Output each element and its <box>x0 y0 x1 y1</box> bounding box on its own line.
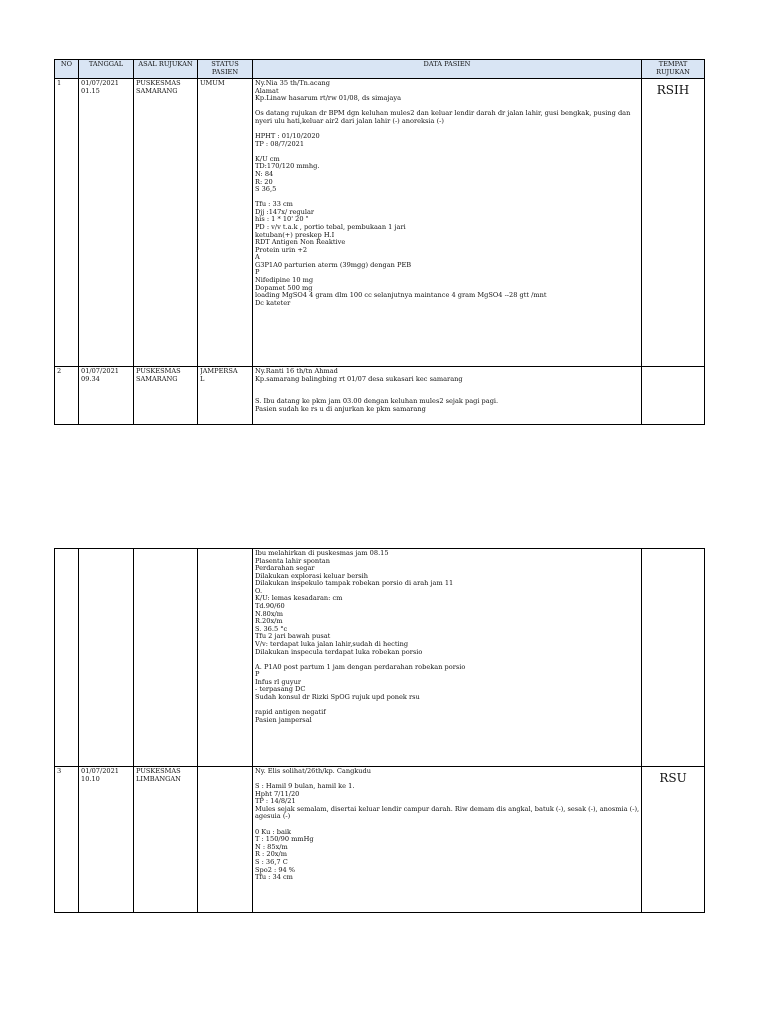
tempat-rujukan-label: RSIH <box>656 83 690 97</box>
cell-asal-rujukan-line: PUSKESMAS <box>136 768 181 775</box>
cell-data-pasien-line: ketuban(+) preskep H.I <box>255 231 335 239</box>
cell-data-pasien-line: N : 85x/m <box>255 843 288 851</box>
cell-data-pasien-line <box>255 383 639 391</box>
cell-data-pasien-line: G3P1A0 parturien aterm (39mgg) dengan PEB <box>255 261 412 269</box>
header-no: NO <box>55 60 79 79</box>
header-tempat-rujukan: TEMPAT RUJUKAN <box>642 60 705 79</box>
cell-data-pasien-line: N: 84 <box>255 170 274 178</box>
cell-data-pasien-line: Infus rl guyur <box>255 678 301 686</box>
cell-data-pasien-line: P <box>255 269 260 277</box>
cell-data-pasien-line: Td.90/60 <box>255 603 285 611</box>
cell-data-pasien-line: S : Hamil 9 bulan, hamil ke 1. <box>255 783 355 791</box>
cell-data-pasien-line: K/U: lemas kesadaran: cm <box>255 595 343 603</box>
cell-data-pasien-line: 0 Ku : baik <box>255 828 291 836</box>
table-row <box>55 549 705 767</box>
cell-data-pasien <box>253 767 642 913</box>
cell-data-pasien-line <box>255 391 639 399</box>
cell-tanggal-line: 01/07/2021 <box>81 768 120 775</box>
cell-tempat-rujukan <box>642 549 705 767</box>
table-row <box>55 79 705 367</box>
cell-asal-rujukan-line: PUSKESMAS <box>136 368 181 375</box>
table-row <box>55 367 705 425</box>
cell-tempat-rujukan <box>642 367 705 425</box>
cell-data-pasien-line: Dopamet 500 mg <box>255 284 313 292</box>
cell-data-pasien-line: Pasien sudah ke rs u di anjurkan ke pkm samarang <box>255 405 426 413</box>
cell-data-pasien-line: Ibu melahirkan di puskesmas jam 08.15 <box>255 550 389 557</box>
cell-data-pasien-line: Plasenta lahir spontan <box>255 557 330 565</box>
cell-tempat-rujukan <box>642 767 705 913</box>
cell-data-pasien <box>253 549 642 767</box>
cell-data-pasien-line: loading MgSO4 4 gram dlm 100 cc selanjutnya maintance 4 gram MgSO4 --28 gtt /mnt <box>255 292 547 300</box>
cell-data-pasien-line <box>255 776 639 784</box>
cell-status-pasien <box>198 767 253 913</box>
cell-tanggal-line: 01/07/2021 <box>81 368 120 375</box>
cell-data-pasien-line: Nifedipine 10 mg <box>255 277 314 285</box>
cell-data-pasien-line: S. 36.5 °c <box>255 625 288 633</box>
cell-data-pasien-line: Dilakukan explorasi keluar bersih <box>255 572 368 580</box>
cell-status-pasien <box>198 549 253 767</box>
header-data-pasien: DATA PASIEN <box>253 60 642 79</box>
cell-tanggal <box>79 367 134 425</box>
cell-asal-rujukan-line: PUSKESMAS <box>136 80 181 87</box>
cell-data-pasien-line: Tfu : 33 cm <box>255 201 293 209</box>
cell-asal-rujukan <box>134 367 198 425</box>
cell-data-pasien-line: S : 36,7 C <box>255 858 288 866</box>
cell-data-pasien-line: K/U cm <box>255 155 280 163</box>
cell-data-pasien-line: Tfu 2 jari bawah pusat <box>255 633 331 641</box>
cell-asal-rujukan <box>134 767 198 913</box>
cell-asal-rujukan-line: SAMARANG <box>136 87 178 95</box>
cell-tanggal <box>79 549 134 767</box>
tempat-rujukan-label <box>644 368 702 372</box>
cell-data-pasien-line: Mules sejak semalam, disertai keluar lendir campur darah. Riw demam dis angkal, batuk (-), sesak (-), anosmia (-), <box>255 805 639 813</box>
cell-data-pasien-line: Hpht 7/11/20 <box>255 790 300 798</box>
cell-data-pasien-line: Kp.samarang balingbing rt 01/07 desa sukasari kec samarang <box>255 375 463 383</box>
cell-data-pasien-line: Pasien jampersal <box>255 716 312 724</box>
cell-asal-rujukan <box>134 549 198 767</box>
cell-data-pasien-line: R: 20 <box>255 178 273 186</box>
cell-tanggal-line: 01.15 <box>81 87 100 95</box>
cell-data-pasien-line: TP : 14/8/21 <box>255 798 296 806</box>
header-tanggal: TANGGAL <box>79 60 134 79</box>
cell-data-pasien-line: S 36,5 <box>255 186 277 194</box>
cell-tanggal <box>79 79 134 367</box>
header-asal-rujukan: ASAL RUJUKAN <box>134 60 198 79</box>
cell-data-pasien-line <box>255 125 639 133</box>
cell-data-pasien <box>253 367 642 425</box>
cell-data-pasien <box>253 79 642 367</box>
cell-data-pasien-line: Alamat <box>255 87 279 95</box>
cell-status-pasien <box>198 367 253 425</box>
table-header-row <box>55 60 705 79</box>
cell-data-pasien-line: A. P1A0 post partum 1 jam dengan perdarahan robekan porsio <box>255 663 466 671</box>
cell-tanggal <box>79 767 134 913</box>
cell-no: 3 <box>55 767 79 913</box>
cell-no <box>55 549 79 767</box>
cell-tanggal-line: 10.10 <box>81 775 100 783</box>
cell-data-pasien-line: PD : v/v t.a.k , portio tebal, pembukaan 1 jari <box>255 223 406 231</box>
cell-data-pasien-line: Tfu : 34 cm <box>255 874 293 882</box>
cell-tanggal-line: 09.34 <box>81 375 100 383</box>
table-row <box>55 767 705 913</box>
cell-data-pasien-line: Kp.Linaw hasarum rt/rw 01/08, ds simajaya <box>255 95 402 103</box>
tempat-rujukan-label <box>644 550 702 554</box>
header-status-pasien: STATUS PASIEN <box>198 60 253 79</box>
cell-status-pasien-line: UMUM <box>200 80 225 87</box>
cell-data-pasien-line <box>255 148 639 156</box>
cell-data-pasien-line: Dc kateter <box>255 299 291 307</box>
cell-data-pasien-line: Djj :147x/ regular <box>255 208 315 216</box>
cell-data-pasien-line: V/v: terdapat luka jalan lahir,sudah di hecting <box>255 640 409 648</box>
cell-data-pasien-line: rapid antigen negatif <box>255 709 326 717</box>
cell-data-pasien-line: R : 20x/m <box>255 851 287 859</box>
cell-status-pasien <box>198 79 253 367</box>
cell-data-pasien-line: Sudah konsul dr Rizki SpOG rujuk upd ponek rsu <box>255 693 420 701</box>
cell-data-pasien-line: P <box>255 671 260 679</box>
cell-data-pasien-line: Os datang rujukan dr BPM dgn keluhan mules2 dan keluar lendir darah dr jalan lahir, gusi bengkak, pusing dan <box>255 110 631 118</box>
referral-table-top <box>54 59 705 425</box>
cell-data-pasien-line: Dilakukan inspecula terdapat luka robekan porsio <box>255 648 423 656</box>
cell-data-pasien-line: agesuia (-) <box>255 813 291 821</box>
cell-data-pasien-line: Dilakukan inspekulo tampak robekan porsio di arah jam 11 <box>255 580 454 588</box>
cell-data-pasien-line: TD:170/120 mmhg. <box>255 163 320 171</box>
cell-data-pasien-line: his : 1 * 10' 20 " <box>255 216 309 224</box>
cell-data-pasien-line: Ny. Elis solihat/26th/kp. Cangkudu <box>255 768 372 775</box>
cell-data-pasien-line <box>255 821 639 829</box>
cell-data-pasien-line: nyeri ulu hati,keluar air2 dari jalan lahir (-) anoreksia (-) <box>255 117 444 125</box>
cell-data-pasien-line: TP : 08/7/2021 <box>255 140 305 148</box>
cell-tanggal-line: 01/07/2021 <box>81 80 120 87</box>
cell-status-pasien-line: L <box>200 375 205 383</box>
cell-data-pasien-line: O. <box>255 587 263 595</box>
cell-asal-rujukan-line: SAMARANG <box>136 375 178 383</box>
cell-data-pasien-line: - terpasang DC <box>255 686 306 694</box>
cell-data-pasien-line: Protein urin +2 <box>255 246 308 254</box>
cell-data-pasien-line <box>255 656 639 664</box>
cell-data-pasien-line: Perdarahan segar <box>255 565 315 573</box>
cell-data-pasien-line: T : 150/90 mmHg <box>255 836 314 844</box>
cell-data-pasien-line <box>255 194 639 202</box>
cell-asal-rujukan <box>134 79 198 367</box>
cell-data-pasien-line: R.20x/m <box>255 618 283 626</box>
cell-data-pasien-line: Ny.Ranti 16 th/tn Ahmad <box>255 368 338 375</box>
cell-status-pasien-line: JAMPERSA <box>200 368 238 375</box>
cell-data-pasien-line: A <box>255 254 260 262</box>
cell-data-pasien-line <box>255 702 639 710</box>
cell-data-pasien-line: N.80x/m <box>255 610 284 618</box>
cell-data-pasien-line <box>255 103 639 111</box>
cell-asal-rujukan-line: LIMBANGAN <box>136 775 181 783</box>
cell-no: 1 <box>55 79 79 367</box>
cell-data-pasien-line: Ny.Nia 35 th/Tn.acang <box>255 80 330 87</box>
cell-no: 2 <box>55 367 79 425</box>
referral-table-continued <box>54 548 705 913</box>
tempat-rujukan-label: RSU <box>659 771 687 785</box>
cell-data-pasien-line: S. Ibu datang ke pkm jam 03.00 dengan keluhan mules2 sejak pagi pagi. <box>255 398 499 406</box>
cell-data-pasien-line: RDT Antigen Non Reaktive <box>255 239 346 247</box>
cell-data-pasien-line: HPHT : 01/10/2020 <box>255 133 320 141</box>
cell-tempat-rujukan <box>642 79 705 367</box>
cell-data-pasien-line: Spo2 : 94 % <box>255 866 296 874</box>
